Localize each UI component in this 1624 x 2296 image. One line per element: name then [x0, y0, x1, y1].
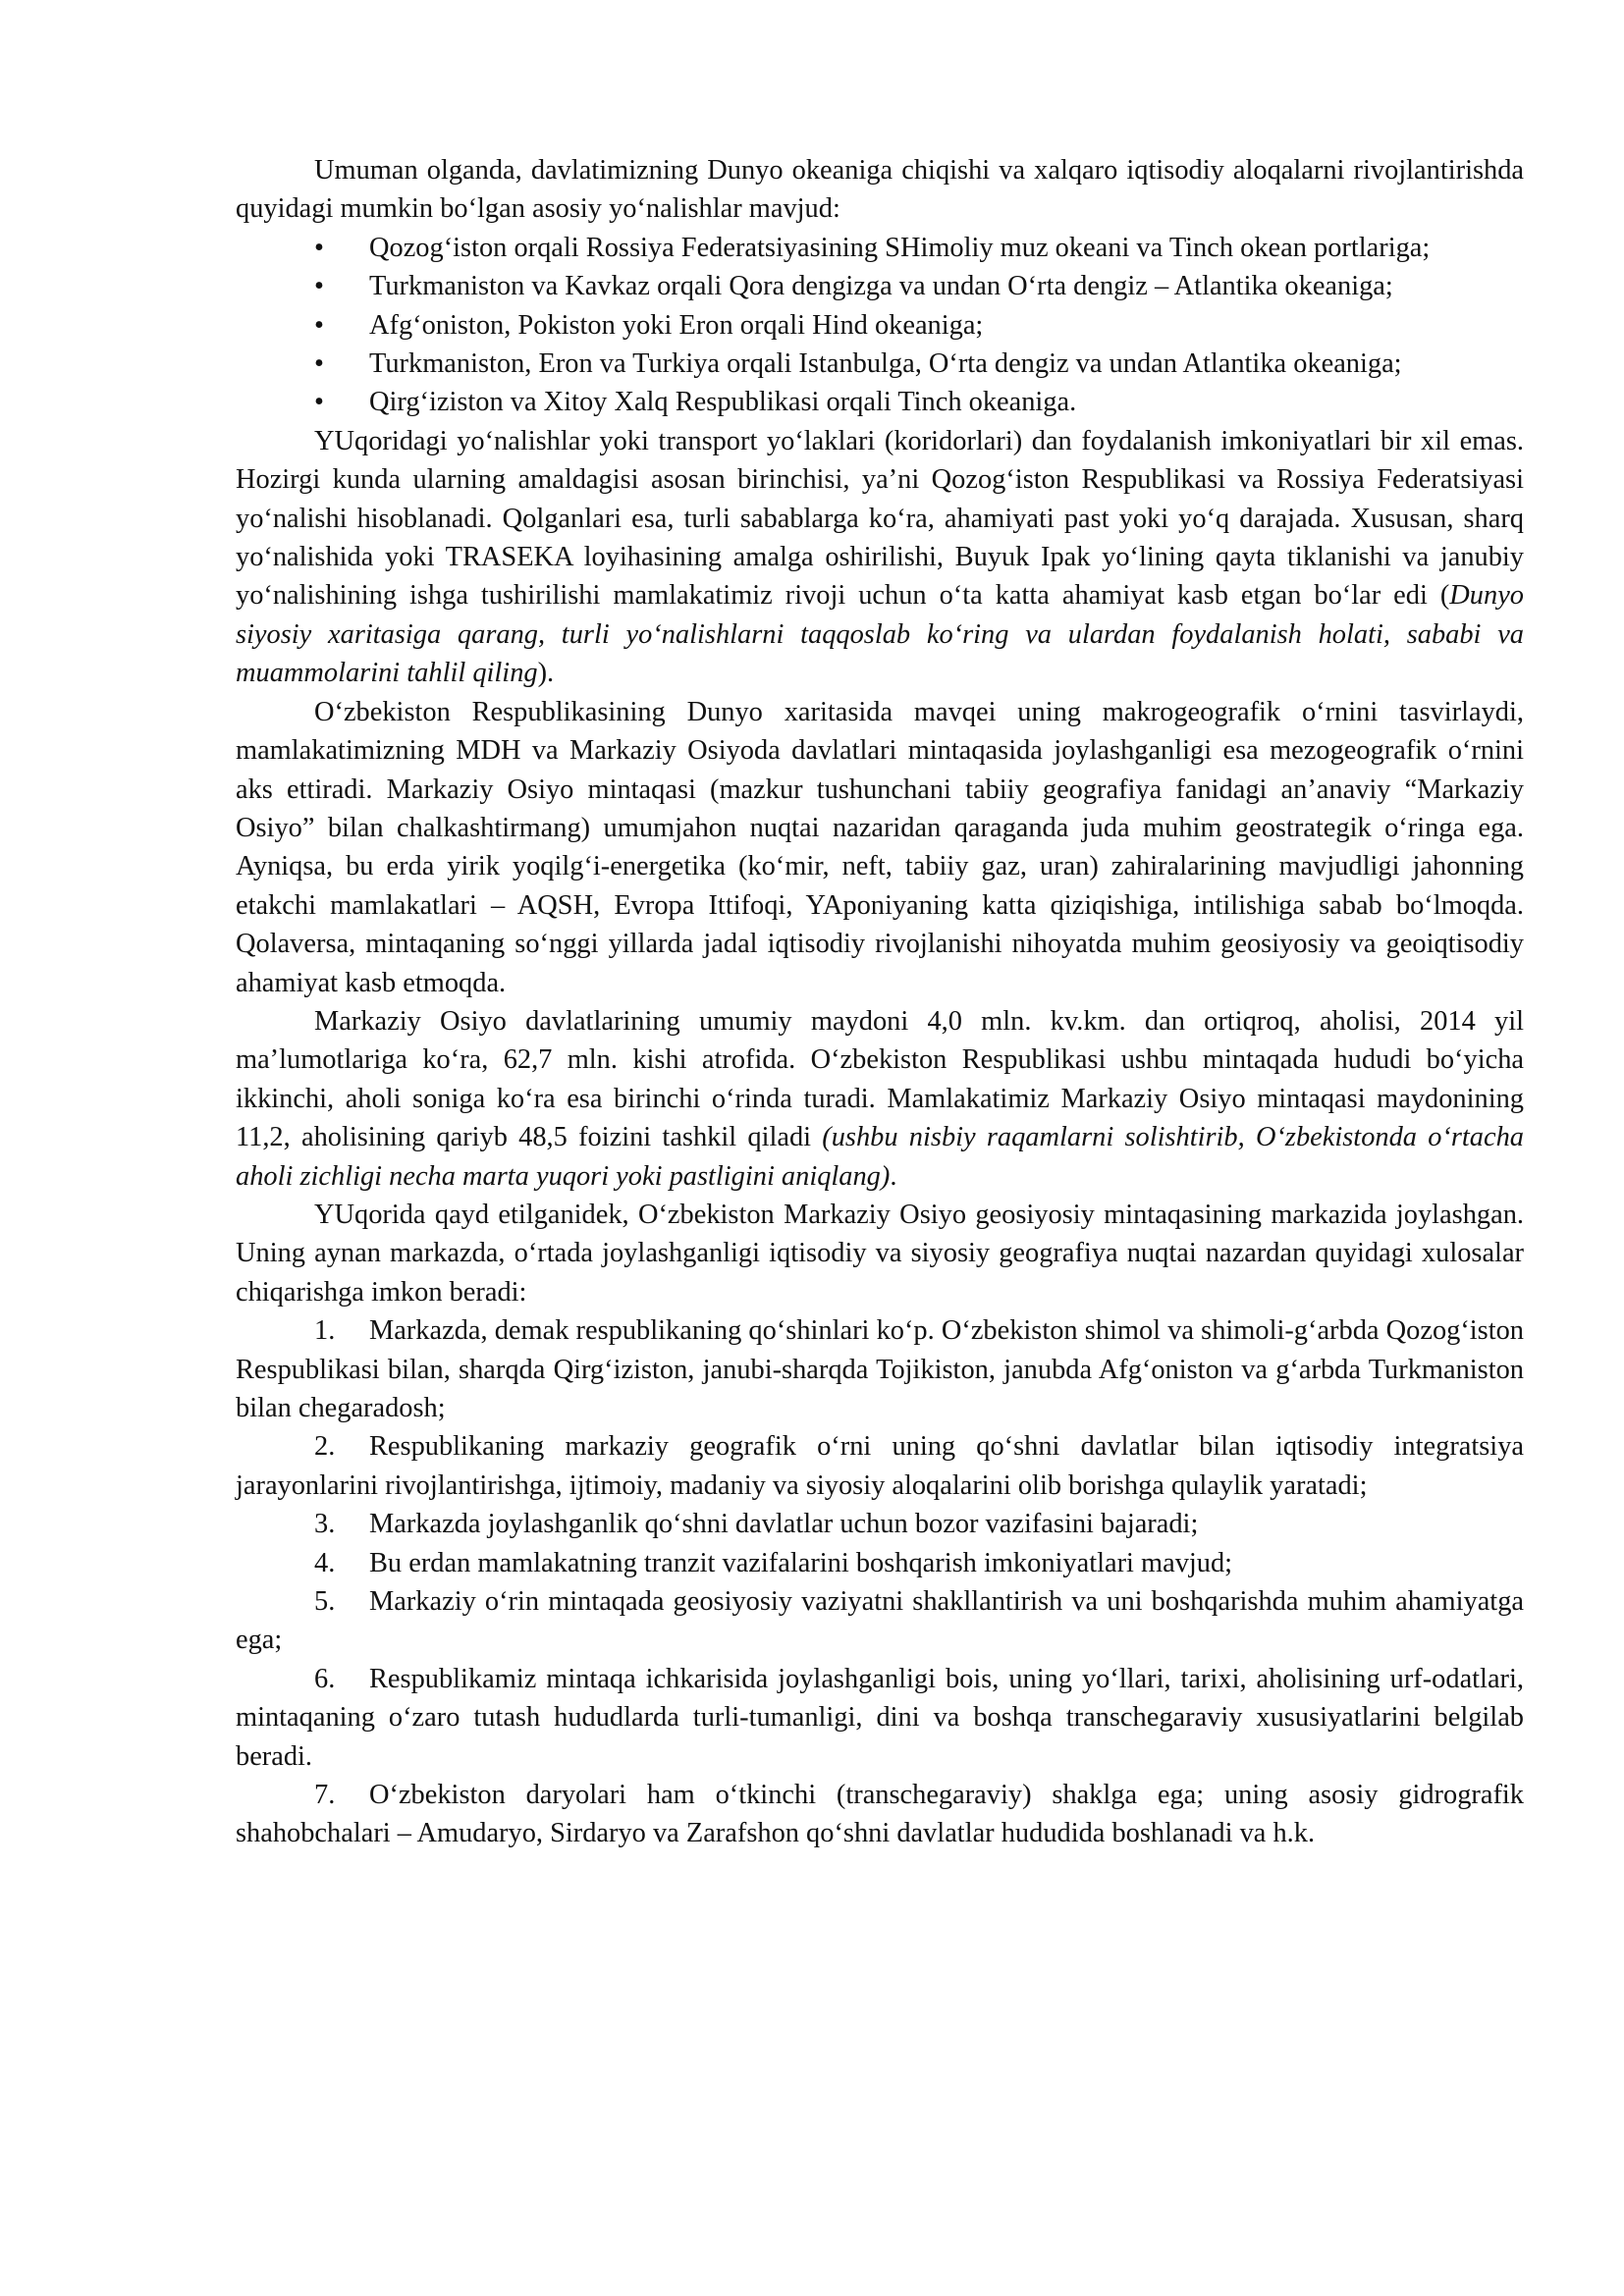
transport-routes-paragraph	[236, 422, 1524, 693]
paragraph-text: YUqoridagi yo‘nalishlar yoki transport yo‘laklari (koridorlari) dan foydalanish imkoniyatlari bir xil emas. Hozirgi kunda ularning amaldagisi asosan birinchisi, ya’ni Qozog‘iston Respublikasi va Rossiya Federatsiyasi yo‘nalishi hisoblanadi. Qolganlari esa, turli sabablarga ko‘ra, ahamiyati past yoki yo‘q darajada. Xususan, sharq yo‘nalishida yoki TRASEKA loyihasining amalga oshirilishi, Buyuk Ipak yo‘lining qayta tiklanishi va janubiy yo‘nalishining ishga tushirilishi mamlakatimiz rivoji uchun o‘ta katta ahamiyat kasb etgan bo‘lar edi (	[236, 425, 1524, 612]
task-italic: Dunyo siyosiy xaritasiga qarang, turli yo‘nalishlarni taqqoslab ko‘ring va ulardan foydalanish holati, sababi va muammolarini tahlil qiling	[236, 580, 1524, 689]
paragraph-text: Markaziy Osiyo davlatlarining umumiy maydoni 4,0 mln. kv.km. dan ortiqroq, aholisi, 2014 yil ma’lumotlariga ko‘ra, 62,7 mln. kishi atrofida. O‘zbekiston Respublikasi ushbu mintaqada hududi bo‘yicha ikkinchi, aholi soniga ko‘ra esa birinchi o‘rinda turadi. Mamlakatimiz Markaziy Osiyo mintaqasi maydonining 11,2, aholisining qariyb 48,5 foizini tashkil qiladi	[236, 1005, 1524, 1153]
bullet-item	[236, 306, 1524, 345]
bullet-item	[236, 345, 1524, 383]
paragraph-end: .	[890, 1160, 897, 1192]
item-number: 2.	[314, 1431, 336, 1463]
bullet-item	[236, 267, 1524, 305]
bullet-marker: •	[314, 271, 324, 302]
numbered-item	[236, 1427, 1524, 1505]
paragraph-end: ).	[537, 658, 555, 689]
bullet-text: Afg‘oniston, Pokiston yoki Eron orqali Hind okeaniga;	[369, 309, 984, 341]
item-text: Markazda joylashganlik qo‘shni davlatlar uchun bozor vazifasini bajaradi;	[369, 1509, 1199, 1540]
numbered-item	[236, 1544, 1524, 1582]
document-page	[236, 151, 1524, 1853]
numbered-item	[236, 1776, 1524, 1853]
item-number: 4.	[314, 1547, 336, 1578]
item-text: O‘zbekiston daryolari ham o‘tkinchi (transchegaraviy) shaklga ega; uning asosiy gidrografik shahobchalari – Amudaryo, Sirdaryo va Zarafshon qo‘shni davlatlar hududida boshlanadi va h.k.	[236, 1780, 1524, 1849]
item-number: 3.	[314, 1509, 336, 1540]
bullet-item	[236, 383, 1524, 421]
bullet-text: Turkmaniston va Kavkaz orqali Qora dengizga va undan O‘rta dengiz – Atlantika okeaniga;	[369, 271, 1393, 302]
item-text: Markaziy o‘rin mintaqada geosiyosiy vaziyatni shakllantirish va uni boshqarishda muhim ahamiyatga ega;	[236, 1586, 1524, 1656]
bullet-text: Qozog‘iston orqali Rossiya Federatsiyasining SHimoliy muz okeani va Tinch okean portlariga;	[369, 232, 1431, 263]
item-text: Markazda, demak respublikaning qo‘shinlari ko‘p. O‘zbekiston shimol va shimoli-g‘arbda Qozog‘iston Respublikasi bilan, sharqda Qirg‘iziston, janubi-sharqda Tojikiston, janubda Afg‘oniston va g‘arbda Turkmaniston bilan chegaradosh;	[236, 1315, 1524, 1423]
bullet-marker: •	[314, 387, 324, 418]
bullet-text: Qirg‘iziston va Xitoy Xalq Respublikasi orqali Tinch okeaniga.	[369, 387, 1077, 418]
central-location-paragraph: YUqorida qayd etilganidek, O‘zbekiston Markaziy Osiyo geosiyosiy mintaqasining markazida joylashgan. Uning aynan markazda, o‘rtada joylashganligi iqtisodiy va siyosiy geografiya nuqtai nazardan quyidagi xulosalar chiqarishga imkon beradi:	[236, 1199, 1524, 1308]
item-number: 7.	[314, 1780, 336, 1811]
intro-paragraph: Umuman olganda, davlatimizning Dunyo okeaniga chiqishi va xalqaro iqtisodiy aloqalarni rivojlantirishda quyidagi mumkin bo‘lgan asosiy yo‘nalishlar mavjud:	[236, 155, 1524, 225]
task-italic: (ushbu nisbiy raqamlarni solishtirib, O‘zbekistonda o‘rtacha aholi zichligi necha marta yuqori yoki pastligini aniqlang)	[236, 1122, 1524, 1192]
item-number: 5.	[314, 1586, 336, 1618]
item-text: Bu erdan mamlakatning tranzit vazifalarini boshqarish imkoniyatlari mavjud;	[369, 1547, 1233, 1578]
item-number: 1.	[314, 1315, 336, 1347]
bullet-text: Turkmaniston, Eron va Turkiya orqali Istanbulga, O‘rta dengiz va undan Atlantika okeaniga;	[369, 348, 1402, 380]
area-population-paragraph	[236, 1002, 1524, 1196]
item-number: 6.	[314, 1663, 336, 1694]
numbered-item	[236, 1311, 1524, 1427]
bullet-item	[236, 229, 1524, 267]
item-text: Respublikaning markaziy geografik o‘rni uning qo‘shni davlatlar bilan iqtisodiy integratsiya jarayonlarini rivojlantirishga, ijtimoiy, madaniy va siyosiy aloqalarini olib borishga qulaylik yaratadi;	[236, 1431, 1524, 1501]
geographic-position-paragraph: O‘zbekiston Respublikasining Dunyo xaritasida mavqei uning makrogeografik o‘rnini tasvirlaydi, mamlakatimizning MDH va Markaziy Osiyoda davlatlari mintaqasida joylashganligi esa mezogeografik o‘rnini aks ettiradi. Markaziy Osiyo mintaqasi (mazkur tushunchani tabiiy geografiya fanidagi an’anaviy “Markaziy Osiyo” bilan chalkashtirmang) umumjahon nuqtai nazaridan qaraganda juda muhim geostrategik o‘ringa ega. Ayniqsa, bu erda yirik yoqilg‘i-energetika (ko‘mir, neft, tabiiy gaz, uran) zahiralarining mavjudligi jahonning etakchi mamlakatlari – AQSH, Evropa Ittifoqi, YAponiyaning katta qiziqishiga, intilishiga sabab bo‘lmoqda. Qolaversa, mintaqaning so‘nggi yillarda jadal iqtisodiy rivojlanishi nihoyatda muhim geosiyosiy va geoiqtisodiy ahamiyat kasb etmoqda.	[236, 696, 1524, 998]
bullet-marker: •	[314, 232, 324, 263]
bullet-marker: •	[314, 348, 324, 380]
numbered-item	[236, 1505, 1524, 1543]
item-text: Respublikamiz mintaqa ichkarisida joylashganligi bois, uning yo‘llari, tarixi, aholisining urf-odatlari, mintaqaning o‘zaro tutash hududlarda turli-tumanligi, dini va boshqa transchegaraviy xususiyatlarini belgilab beradi.	[236, 1663, 1524, 1772]
numbered-item	[236, 1660, 1524, 1776]
bullet-marker: •	[314, 309, 324, 341]
numbered-item	[236, 1582, 1524, 1660]
